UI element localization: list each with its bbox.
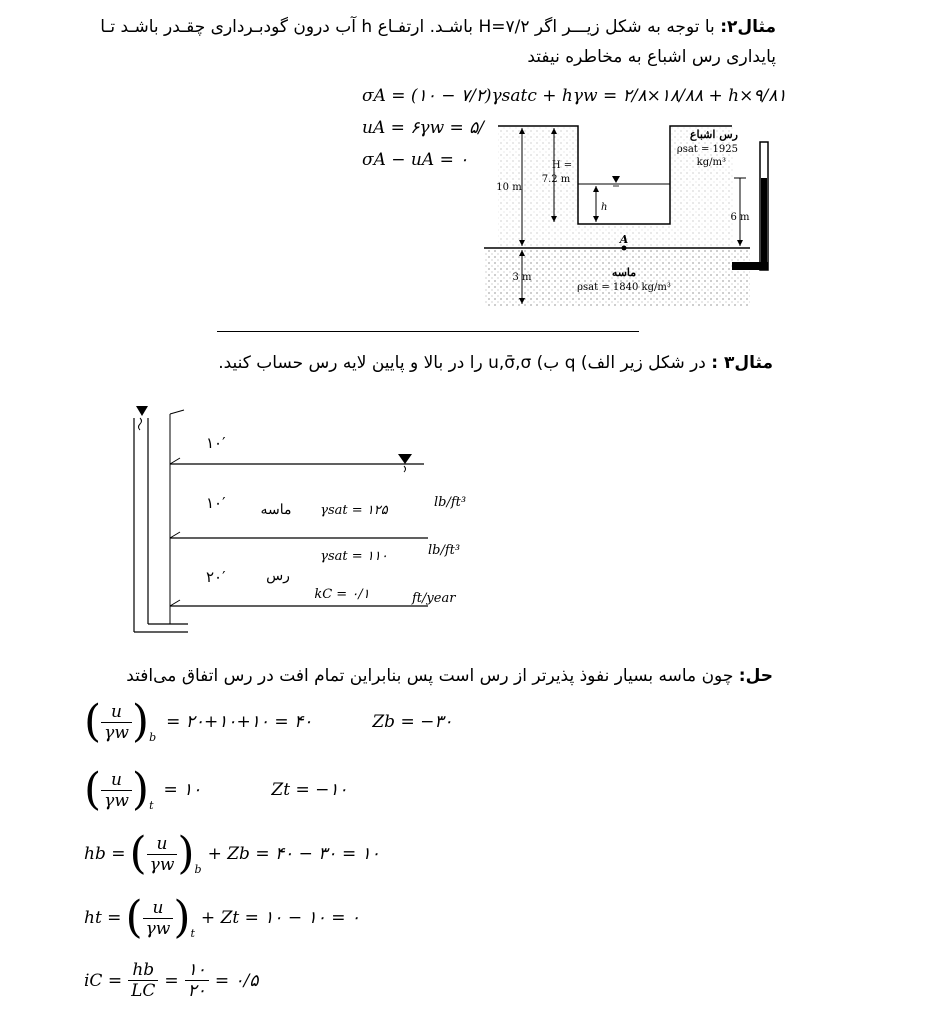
- excavation-figure: [482, 118, 782, 313]
- clay-thickness: ۲۰′: [206, 568, 226, 586]
- water-table-icon-top: [136, 406, 148, 416]
- top-thickness: ۱۰′: [206, 434, 226, 452]
- section-divider: [217, 331, 639, 332]
- depth-10-label: 10 m: [496, 182, 522, 193]
- clay-k: kC = ۰/۱: [314, 587, 370, 602]
- depth-3-label: 3 m: [512, 272, 532, 283]
- sand-layer-label: ماسه: [260, 502, 292, 518]
- depth-6-label: 6 m: [730, 212, 750, 223]
- point-a-label: A: [619, 233, 629, 246]
- sand-density: ρsat = 1840 kg/m³: [577, 282, 671, 293]
- clay-density: ρsat = 1925: [676, 144, 738, 155]
- clay-k-unit: ft/year: [412, 591, 456, 606]
- example3-question: در شکل زیر الف) q ب) u,σ̄,σ را در بالا و پایین لایه رس حساب کنید.: [218, 353, 706, 373]
- sand-gamma: γsat = ۱۲۵: [320, 503, 388, 518]
- soil-profile-figure: [128, 402, 478, 640]
- small-h-label: h: [601, 202, 608, 213]
- solution-line-3: hb = ( $\frac{u}{\gamma w}$ ) $_b$ + Zb = ۴۰ − ۳۰ = ۱۰: [84, 828, 380, 879]
- clay-gamma: γsat = ۱۱۰: [320, 549, 388, 564]
- example2-text: [76, 12, 776, 72]
- solution-line-5: iC = $\frac{hb}{LC}$ = $\frac{۱۰}{۲۰}$ = ۰/۵: [84, 960, 259, 1001]
- example3-text: [123, 353, 773, 373]
- point-a-marker: [622, 246, 627, 251]
- example2-eq3: σA − uA = ۰: [362, 150, 469, 170]
- water-level-icon: [612, 176, 620, 183]
- sand-label: ماسه: [611, 266, 637, 279]
- solution-line-4: ht = ( $\frac{u}{\gamma w}$ ) $_t$ + Zt = ۱۰ − ۱۰ = ۰: [84, 892, 361, 943]
- solution-text: [73, 666, 773, 686]
- example2-eq1: σA = (۱۰ − ۷/۲)γsatc + hγw = ۲/۸×۱۸/۸۸ + h×۹/۸۱: [362, 86, 787, 106]
- water-table-icon-sand: [398, 454, 412, 464]
- clay-layer-label: رس: [266, 568, 290, 584]
- clay-unit: lb/ft³: [428, 543, 461, 558]
- example2-line2: پایداری رس اشباع به مخاطره نیفتد: [527, 47, 776, 67]
- solution-label: حل:: [738, 666, 773, 686]
- example2-eq2: uA = ۶γw = ۵/: [362, 118, 485, 138]
- solution-line-2: ( $\frac{u}{\gamma w}$ ) $_t$ = ۱۰ Zt = −۱۰: [84, 764, 348, 815]
- example2-line1: با توجه به شکل زیـــر اگر H=۷/۲ باشـد. ارتفـاع h آب درون گودبـرداری چقـدر باشـد تـا: [100, 17, 715, 37]
- example3-label: مثال۳ :: [711, 353, 773, 373]
- h-label: H =: [551, 160, 573, 171]
- sand-unit: lb/ft³: [434, 495, 467, 510]
- clay-label: رس اشباع: [689, 128, 738, 141]
- solution-line-1: ( $\frac{u}{\gamma w}$ ) $_b$ = ۲۰+۱۰+۱۰ = ۴۰ Zb = −۳۰: [84, 696, 453, 747]
- clay-unit: kg/m³: [696, 157, 726, 168]
- sand-thickness: ۱۰′: [206, 494, 226, 512]
- h-value: 7.2 m: [541, 174, 571, 185]
- solution-body: چون ماسه بسیار نفوذ پذیرتر از رس است پس بنابراین تمام افت در رس اتفاق می‌افتد: [126, 666, 734, 686]
- example2-label: مثال۲:: [720, 17, 776, 37]
